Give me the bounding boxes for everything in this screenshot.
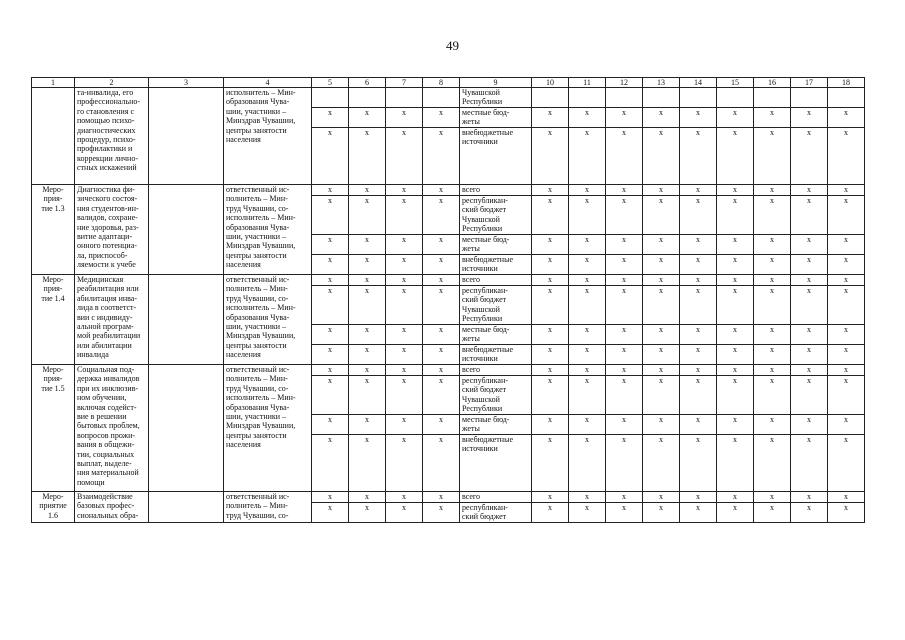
table-row [32,492,865,503]
x-mark-cell: x [643,345,680,365]
x-mark-cell: x [312,286,349,325]
col-header: 5 [312,78,349,88]
col-header: 12 [606,78,643,88]
x-mark-cell: x [791,492,828,503]
x-mark-cell: x [532,255,569,275]
x-mark-cell: x [312,415,349,435]
x-mark-cell: x [680,185,717,196]
x-mark-cell: x [680,235,717,255]
x-mark-cell: x [423,128,460,185]
col-header: 11 [569,78,606,88]
x-mark-cell: x [791,108,828,128]
x-mark-cell: x [386,415,423,435]
page-number: 49 [446,38,459,53]
x-mark-cell: x [606,235,643,255]
x-mark-cell: x [532,365,569,376]
x-mark-cell: x [643,376,680,415]
x-mark-cell: x [643,235,680,255]
x-mark-cell: x [680,503,717,523]
funding-source: республикан- ский бюджет Чувашской Республики [460,286,532,325]
x-mark-cell: x [680,492,717,503]
funding-source: республикан- ский бюджет Чувашской Республики [460,376,532,415]
x-mark-cell: x [643,492,680,503]
x-mark-cell: x [423,325,460,345]
x-mark-cell: x [606,376,643,415]
x-mark-cell: x [312,435,349,492]
x-mark-cell: x [643,108,680,128]
x-mark-cell: x [754,128,791,185]
x-mark-cell: x [828,435,865,492]
x-mark-cell: x [606,286,643,325]
x-mark-cell: x [643,415,680,435]
x-mark-cell: x [643,255,680,275]
x-mark-cell: x [828,255,865,275]
funding-source: всего [460,185,532,196]
x-mark-cell: x [717,185,754,196]
x-mark-cell: x [532,376,569,415]
measure-description: Диагностика фи- зического состоя- ния студентов-ин- валидов, сохране- ние здоровья, раз- витие адаптаци- онного потенциа- ла, приспособ- ляемости к учебе [75,185,149,275]
measure-description: Социальная под- держка инвалидов при их инклюзив- ном обучении, включая содейст- вие в решении бытовых проблем, вопросов прожи- вания в общежи- тии, социальных выплат, выделе- ния материальной помощи [75,365,149,492]
x-mark-cell: x [643,503,680,523]
table-row [32,365,865,376]
executors-cell: ответственный ис- полнитель – Мин- труд Чувашии, со- [224,492,312,523]
x-mark-cell: x [717,345,754,365]
x-mark-cell: x [717,325,754,345]
x-mark-cell: x [532,275,569,286]
x-mark-cell: x [569,275,606,286]
funding-source: местные бюд- жеты [460,235,532,255]
x-mark-cell: x [569,255,606,275]
x-mark-cell: x [312,325,349,345]
x-mark-cell: x [312,128,349,185]
x-mark-cell: x [423,365,460,376]
x-mark-cell: x [532,286,569,325]
col-header: 8 [423,78,460,88]
funding-source: внебюджетные источники [460,128,532,185]
deadline-cell [149,185,224,275]
x-mark-cell: x [423,108,460,128]
x-mark-cell: x [791,286,828,325]
x-mark-cell: x [791,365,828,376]
funding-source: внебюджетные источники [460,345,532,365]
x-mark-cell: x [643,196,680,235]
x-mark-cell: x [312,185,349,196]
x-mark-cell: x [680,415,717,435]
x-mark-cell: x [532,345,569,365]
x-mark-cell: x [386,345,423,365]
x-mark-cell: x [754,108,791,128]
x-mark-cell: x [349,196,386,235]
x-mark-cell: x [828,492,865,503]
x-mark-cell: x [423,492,460,503]
col-header: 9 [460,78,532,88]
x-mark-cell: x [312,503,349,523]
x-mark-cell: x [312,196,349,235]
funding-source: республикан- ский бюджет Чувашской Республики [460,196,532,235]
x-mark-cell: x [349,325,386,345]
x-mark-cell: x [680,365,717,376]
x-mark-cell: x [386,196,423,235]
x-mark-cell: x [532,492,569,503]
x-mark-cell: x [828,275,865,286]
x-mark-cell: x [754,286,791,325]
x-mark-cell: x [569,185,606,196]
x-mark-cell: x [791,435,828,492]
x-mark-cell: x [386,286,423,325]
x-mark-cell: x [386,275,423,286]
funding-source: внебюджетные источники [460,435,532,492]
x-mark-cell: x [791,415,828,435]
x-mark-cell: x [754,185,791,196]
x-mark-cell: x [828,503,865,523]
x-mark-cell: x [791,275,828,286]
x-mark-cell: x [423,185,460,196]
col-header: 10 [532,78,569,88]
x-mark-cell: x [386,503,423,523]
x-mark-cell: x [606,492,643,503]
x-mark-cell: x [643,128,680,185]
x-mark-cell: x [386,108,423,128]
x-mark-cell: x [606,128,643,185]
x-mark-cell: x [606,415,643,435]
funding-source: местные бюд- жеты [460,415,532,435]
x-mark-cell: x [312,376,349,415]
x-mark-cell: x [349,255,386,275]
x-mark-cell: x [532,503,569,523]
funding-source: Чувашской Республики [460,88,532,108]
x-mark-cell: x [386,325,423,345]
x-mark-cell: x [423,275,460,286]
x-mark-cell: x [643,325,680,345]
column-numbers-row [32,78,865,88]
x-mark-cell: x [569,492,606,503]
funding-source: всего [460,492,532,503]
x-mark-cell: x [717,492,754,503]
measure-number-cell [32,88,75,185]
x-mark-cell: x [828,415,865,435]
x-mark-cell: x [349,503,386,523]
x-mark-cell: x [532,415,569,435]
x-mark-cell: x [717,235,754,255]
x-mark-cell: x [717,128,754,185]
x-mark-cell: x [717,108,754,128]
measure-description: Медицинская реабилитация или абилитация инва- лида в соответст- вии с индивиду- альной програм- мой реабилитации или абилитации инвалида [75,275,149,365]
x-mark-cell: x [312,275,349,286]
x-mark-cell: x [606,185,643,196]
measure-number-cell: Меро- прия- тие 1.3 [32,185,75,275]
x-mark-cell: x [828,185,865,196]
x-mark-cell: x [754,235,791,255]
x-mark-cell: x [680,275,717,286]
x-mark-cell: x [423,255,460,275]
x-mark-cell: x [606,108,643,128]
x-mark-cell: x [643,275,680,286]
table-row [32,88,865,108]
x-mark-cell: x [754,435,791,492]
x-mark-cell: x [828,286,865,325]
x-mark-cell: x [349,286,386,325]
x-mark-cell: x [386,235,423,255]
x-mark-cell: x [569,503,606,523]
funding-source: республикан- ский бюджет [460,503,532,523]
x-mark-cell: x [386,492,423,503]
x-mark-cell: x [754,492,791,503]
col-header: 2 [75,78,149,88]
x-mark-cell: x [791,376,828,415]
x-mark-cell: x [423,435,460,492]
col-header: 3 [149,78,224,88]
x-mark-cell: x [717,196,754,235]
x-mark-cell: x [680,435,717,492]
x-mark-cell: x [791,503,828,523]
x-mark-cell: x [717,415,754,435]
funding-source: всего [460,365,532,376]
x-mark-cell: x [423,415,460,435]
x-mark-cell: x [386,376,423,415]
col-header: 13 [643,78,680,88]
x-mark-cell: x [791,325,828,345]
executors-cell: ответственный ис- полнитель – Мин- труд Чувашии, со- исполнитель – Мин- образования Чува- шии, участники – Минздрав Чувашии, центры занятости населения [224,185,312,275]
x-mark-cell: x [791,345,828,365]
x-mark-cell: x [349,108,386,128]
x-mark-cell: x [680,345,717,365]
x-mark-cell: x [423,376,460,415]
x-mark-cell: x [828,345,865,365]
measure-description: та-инвалида, его профессионально- го становления с помощью психо- диагностических процедур, психо- профилактики и коррекции лично- стных искажений [75,88,149,185]
x-mark-cell: x [680,128,717,185]
x-mark-cell: x [569,128,606,185]
x-mark-cell: x [754,325,791,345]
col-header: 15 [717,78,754,88]
x-mark-cell: x [791,235,828,255]
x-mark-cell: x [349,376,386,415]
x-mark-cell: x [606,365,643,376]
x-mark-cell: x [349,235,386,255]
x-mark-cell: x [312,492,349,503]
x-mark-cell: x [717,275,754,286]
x-mark-cell: x [754,415,791,435]
x-mark-cell: x [828,128,865,185]
x-mark-cell: x [349,185,386,196]
x-mark-cell: x [386,128,423,185]
x-mark-cell: x [754,275,791,286]
x-mark-cell: x [717,255,754,275]
x-mark-cell: x [680,108,717,128]
x-mark-cell: x [386,255,423,275]
x-mark-cell: x [532,128,569,185]
table-row [32,275,865,286]
x-mark-cell: x [791,128,828,185]
table-row [32,185,865,196]
x-mark-cell: x [791,185,828,196]
x-mark-cell: x [680,196,717,235]
x-mark-cell: x [312,235,349,255]
funding-source: всего [460,275,532,286]
x-mark-cell: x [828,376,865,415]
x-mark-cell: x [643,286,680,325]
measure-description: Взаимодействие базовых профес- сиональных обра- [75,492,149,523]
measure-number-cell: Меро- прия- тие 1.4 [32,275,75,365]
x-mark-cell: x [423,503,460,523]
x-mark-cell: x [606,196,643,235]
col-header: 16 [754,78,791,88]
x-mark-cell: x [312,345,349,365]
x-mark-cell: x [717,435,754,492]
x-mark-cell: x [349,492,386,503]
x-mark-cell: x [349,345,386,365]
x-mark-cell: x [569,435,606,492]
deadline-cell [149,365,224,492]
x-mark-cell: x [680,286,717,325]
x-mark-cell: x [680,376,717,415]
deadline-cell [149,492,224,523]
x-mark-cell: x [754,345,791,365]
col-header: 17 [791,78,828,88]
x-mark-cell: x [312,108,349,128]
funding-source: внебюджетные источники [460,255,532,275]
x-mark-cell: x [349,128,386,185]
x-mark-cell: x [569,325,606,345]
x-mark-cell: x [423,196,460,235]
x-mark-cell: x [386,185,423,196]
x-mark-cell: x [791,196,828,235]
x-mark-cell: x [349,435,386,492]
x-mark-cell: x [606,325,643,345]
x-mark-cell: x [532,325,569,345]
x-mark-cell: x [717,286,754,325]
x-mark-cell: x [349,365,386,376]
x-mark-cell: x [791,255,828,275]
x-mark-cell: x [532,108,569,128]
x-mark-cell: x [423,235,460,255]
x-mark-cell: x [532,185,569,196]
deadline-cell [149,275,224,365]
col-header: 7 [386,78,423,88]
measure-number-cell: Меро- прия- тие 1.5 [32,365,75,492]
x-mark-cell: x [569,376,606,415]
x-mark-cell: x [717,365,754,376]
x-mark-cell: x [606,275,643,286]
x-mark-cell: x [606,255,643,275]
col-header: 6 [349,78,386,88]
x-mark-cell: x [754,503,791,523]
program-table [31,77,865,523]
x-mark-cell: x [828,325,865,345]
funding-source: местные бюд- жеты [460,108,532,128]
x-mark-cell: x [532,196,569,235]
x-mark-cell: x [717,376,754,415]
x-mark-cell: x [312,365,349,376]
x-mark-cell: x [349,275,386,286]
deadline-cell [149,88,224,185]
x-mark-cell: x [643,185,680,196]
x-mark-cell: x [423,286,460,325]
x-mark-cell: x [680,255,717,275]
x-mark-cell: x [349,415,386,435]
col-header: 18 [828,78,865,88]
x-mark-cell: x [569,415,606,435]
x-mark-cell: x [532,435,569,492]
x-mark-cell: x [312,255,349,275]
x-mark-cell: x [680,325,717,345]
x-mark-cell: x [754,365,791,376]
x-mark-cell: x [717,503,754,523]
executors-cell: ответственный ис- полнитель – Мин- труд Чувашии, со- исполнитель – Мин- образования Чува- шии, участники – Минздрав Чувашии, центры занятости населения [224,365,312,492]
x-mark-cell: x [754,255,791,275]
x-mark-cell: x [386,365,423,376]
executors-cell: исполнитель – Мин- образования Чува- шии, участники – Минздрав Чувашии, центры занятости населения [224,88,312,185]
executors-cell: ответственный ис- полнитель – Мин- труд Чувашии, со- исполнитель – Мин- образования Чува- шии, участники – Минздрав Чувашии, центры занятости населения [224,275,312,365]
x-mark-cell: x [569,286,606,325]
x-mark-cell: x [828,365,865,376]
col-header: 14 [680,78,717,88]
measure-number-cell: Меро- приятие 1.6 [32,492,75,523]
x-mark-cell: x [606,435,643,492]
x-mark-cell: x [606,345,643,365]
x-mark-cell: x [569,365,606,376]
x-mark-cell: x [828,235,865,255]
col-header: 4 [224,78,312,88]
col-header: 1 [32,78,75,88]
x-mark-cell: x [569,196,606,235]
funding-source: местные бюд- жеты [460,325,532,345]
x-mark-cell: x [754,196,791,235]
x-mark-cell: x [643,435,680,492]
x-mark-cell: x [828,196,865,235]
x-mark-cell: x [386,435,423,492]
x-mark-cell: x [569,235,606,255]
x-mark-cell: x [754,376,791,415]
x-mark-cell: x [606,503,643,523]
x-mark-cell: x [643,365,680,376]
x-mark-cell: x [569,108,606,128]
x-mark-cell: x [532,235,569,255]
x-mark-cell: x [569,345,606,365]
x-mark-cell: x [828,108,865,128]
x-mark-cell: x [423,345,460,365]
